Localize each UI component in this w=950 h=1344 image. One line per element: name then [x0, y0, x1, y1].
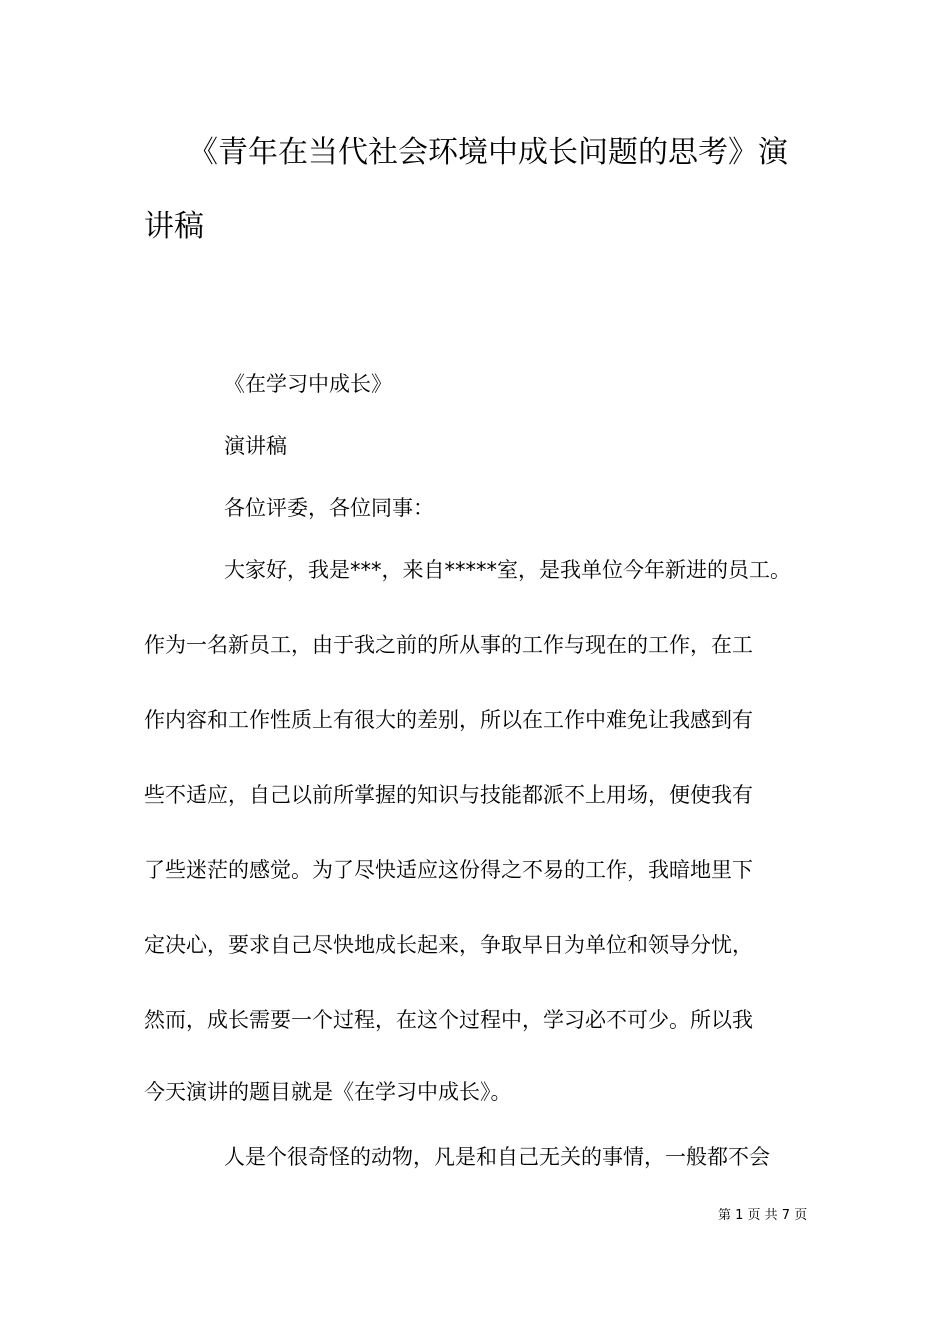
subtitle: 《在学习中成长》: [224, 372, 392, 396]
paragraph-line: 些不适应，自己以前所掌握的知识与技能都派不上用场，便使我有: [144, 783, 753, 807]
paragraph-line: 今天演讲的题目就是《在学习中成长》。: [144, 1080, 512, 1104]
document-title-line-2: 讲稿: [144, 209, 204, 244]
paragraph-line: 作内容和工作性质上有很大的差别，所以在工作中难免让我感到有: [144, 708, 753, 732]
page-footer: 第 1 页 共 7 页: [718, 1208, 808, 1223]
paragraph-line: 人是个很奇怪的动物，凡是和自己无关的事情，一般都不会: [224, 1145, 770, 1169]
subtitle-speech: 演讲稿: [224, 434, 287, 458]
paragraph-line: 定决心，要求自己尽快地成长起来，争取早日为单位和领导分忧，: [144, 933, 753, 957]
paragraph-line: 大家好，我是***，来自*****室，是我单位今年新进的员工。: [224, 558, 791, 582]
paragraph-line: 了些迷茫的感觉。为了尽快适应这份得之不易的工作，我暗地里下: [144, 858, 753, 882]
greeting: 各位评委，各位同事：: [224, 496, 434, 520]
document-title-line-1: 《青年在当代社会环境中成长问题的思考》演: [188, 135, 788, 170]
paragraph-line: 然而，成长需要一个过程，在这个过程中，学习必不可少。所以我: [144, 1008, 753, 1032]
paragraph-line: 作为一名新员工，由于我之前的所从事的工作与现在的工作，在工: [144, 633, 753, 657]
